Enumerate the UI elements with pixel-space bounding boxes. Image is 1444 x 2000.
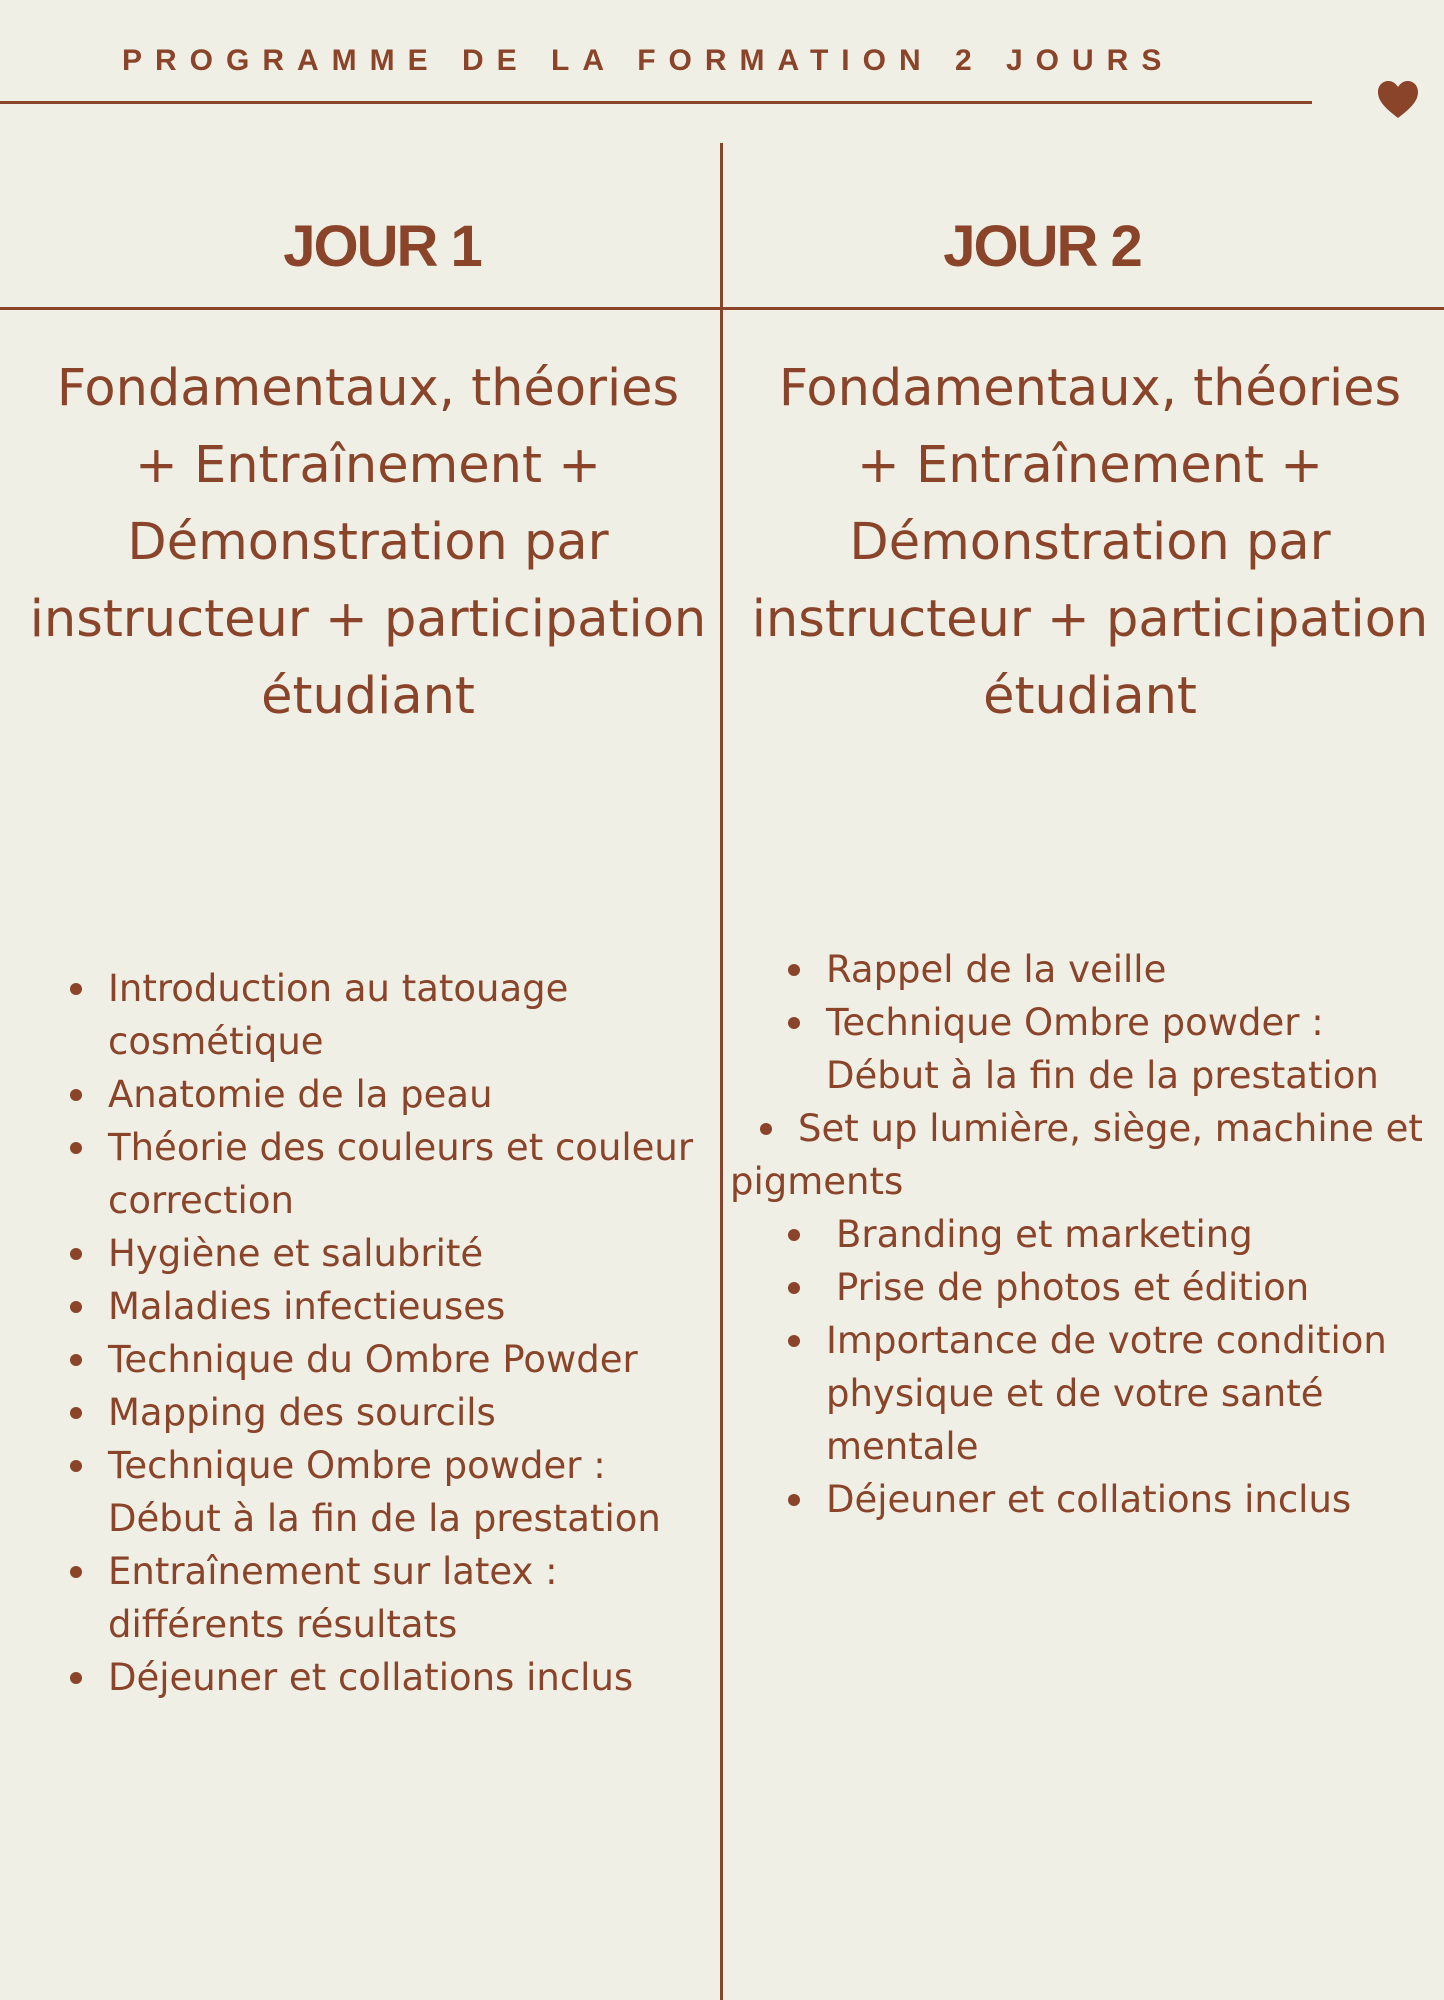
day-1-subtitle: Fondamentaux, théories + Entraînement + Démonstration par instructeur + participation étudiant [29,359,707,726]
header-divider [0,101,1312,104]
list-item: Branding et marketing [778,1208,1428,1261]
list-item: Rappel de la veille [778,943,1428,996]
list-item: Importance de votre condition physique et de votre santé mentale [778,1314,1428,1473]
list-item: Théorie des couleurs et couleur correction [60,1121,700,1227]
list-item: Déjeuner et collations inclus [60,1651,700,1704]
list-item: Prise de photos et édition [778,1261,1428,1314]
list-item: Introduction au tatouage cosmétique [60,962,700,1068]
list-item: Maladies infectieuses [60,1280,700,1333]
list-item: Déjeuner et collations inclus [778,1473,1428,1526]
list-item: Technique Ombre powder : Début à la fin de la prestation [778,996,1428,1102]
list-item: Technique du Ombre Powder [60,1333,700,1386]
day-2-list [730,943,1428,1526]
page-title: PROGRAMME DE LA FORMATION 2 JOURS [122,44,1175,77]
list-item: Entraînement sur latex : différents résultats [60,1545,700,1651]
day-1-heading: JOUR 1 [283,214,481,279]
list-item: Set up lumière, siège, machine et pigments [730,1102,1428,1208]
column-divider [720,143,723,2000]
list-item: Technique Ombre powder : Début à la fin de la prestation [60,1439,700,1545]
day-2-subtitle: Fondamentaux, théories + Entraînement + Démonstration par instructeur + participation étudiant [751,359,1429,726]
list-item: Hygiène et salubrité [60,1227,700,1280]
day-2-heading: JOUR 2 [943,214,1141,279]
heart-icon [1377,80,1419,120]
list-item: Mapping des sourcils [60,1386,700,1439]
day-1-list [60,962,700,1704]
heading-divider [0,307,1444,310]
list-item: Anatomie de la peau [60,1068,700,1121]
